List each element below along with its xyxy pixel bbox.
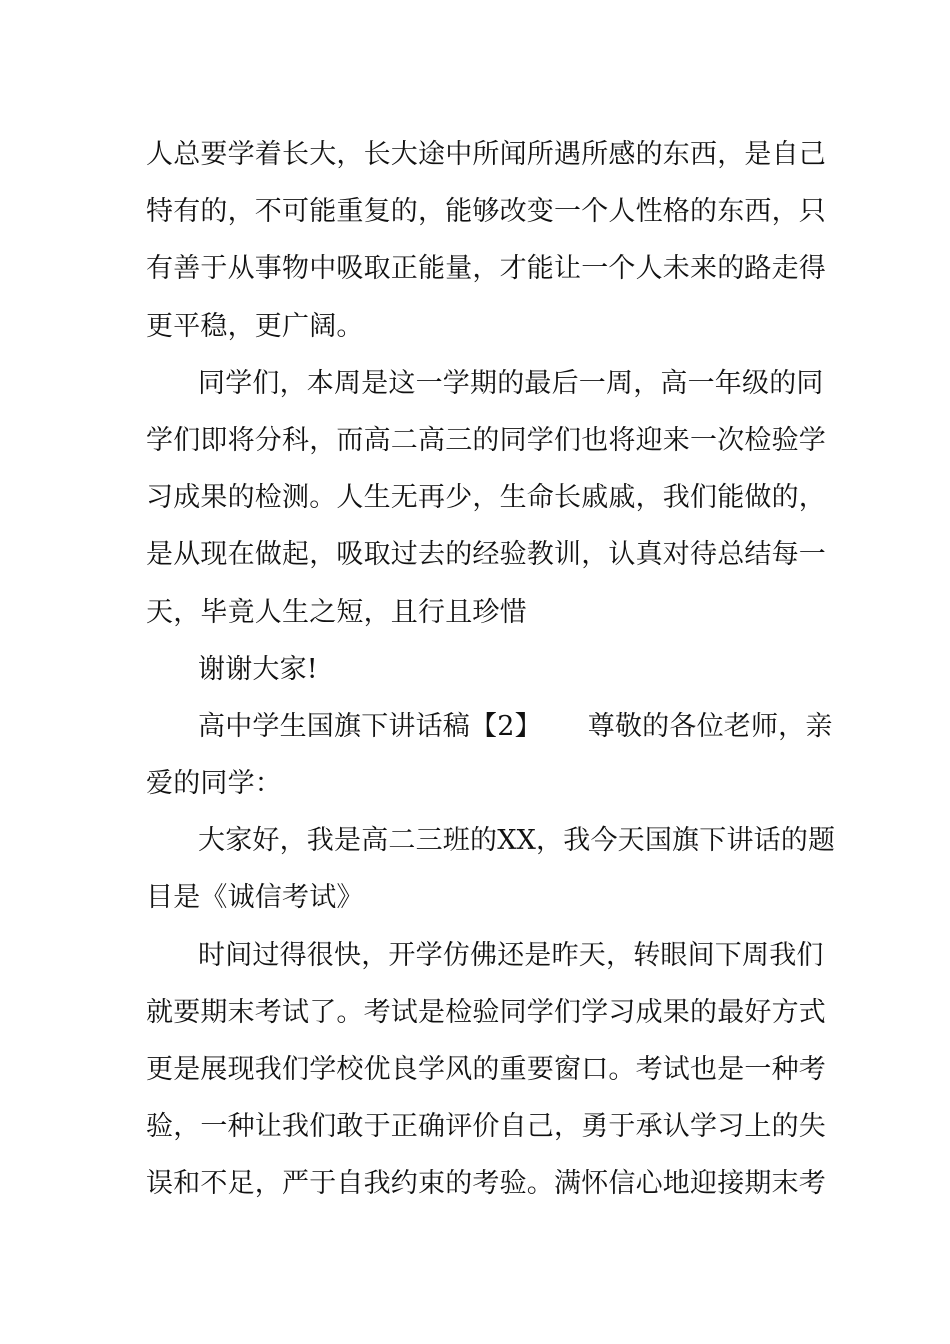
text-line: 就要期末考试了。考试是检验同学们学习成果的最好方式 (146, 996, 826, 1028)
text-line: 有善于从事物中吸取正能量，才能让一个人未来的路走得 (146, 253, 826, 285)
text-line: 更是展现我们学校优良学风的重要窗口。考试也是一种考 (146, 1054, 826, 1085)
text-line: 学们即将分科，而高二高三的同学们也将迎来一次检验学 (146, 424, 826, 456)
text-line: 习成果的检测。人生无再少，生命长戚戚，我们能做的， (146, 482, 826, 514)
text-line: 同学们，本周是这一学期的最后一周，高一年级的同 (198, 367, 824, 399)
text-line: 更平稳，更广阔。 (146, 310, 364, 342)
text-line: 天，毕竟人生之短，且行且珍惜 (146, 596, 527, 628)
text-line: 大家好，我是高二三班的XX，我今天国旗下讲话的题 (198, 825, 836, 857)
text-line: 爱的同学： (146, 768, 282, 800)
section-heading: 高中学生国旗下讲话稿【2】 (198, 710, 542, 742)
text-line: 验，一种让我们敢于正确评价自己，勇于承认学习上的失 (146, 1111, 826, 1143)
salutation: 尊敬的各位老师，亲 (587, 710, 833, 742)
text-line: 是从现在做起，吸取过去的经验教训，认真对待总结每一 (146, 539, 826, 571)
closing-thanks: 谢谢大家! (198, 653, 318, 685)
text-line: 特有的，不可能重复的，能够改变一个人性格的东西，只 (146, 196, 826, 228)
speech-text (146, 126, 836, 1213)
text-line: 人总要学着长大，长大途中所闻所遇所感的东西，是自己 (146, 139, 826, 170)
text-line: 目是《诚信考试》 (146, 882, 364, 914)
text-line: 误和不足，严于自我约束的考验。满怀信心地迎接期末考 (146, 1168, 826, 1200)
section-heading-line (146, 698, 833, 755)
text-line: 时间过得很快，开学仿佛还是昨天，转眼间下周我们 (198, 939, 824, 971)
